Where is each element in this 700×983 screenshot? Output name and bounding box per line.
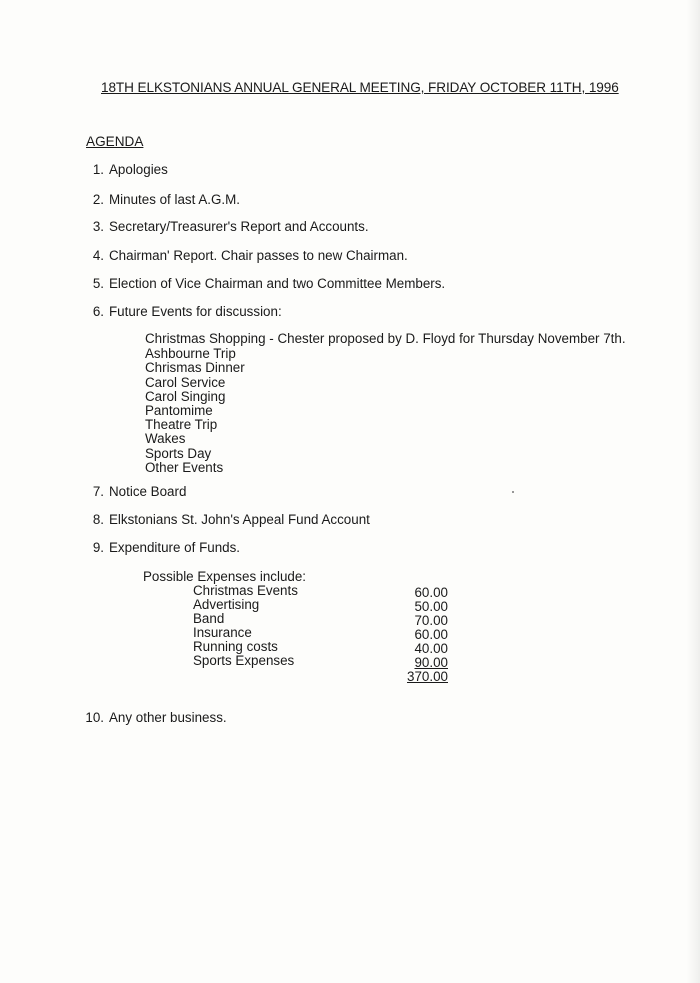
agenda-item-text: Election of Vice Chairman and two Committee Members. — [109, 276, 446, 291]
expenses-intro: Possible Expenses include: — [143, 569, 307, 584]
event-item: Sports Day — [145, 445, 212, 461]
agenda-item-text: Future Events for discussion: — [109, 304, 282, 319]
agenda-item-3 — [86, 219, 369, 234]
event-item: Pantomime — [145, 403, 213, 419]
expense-label: Christmas Events — [193, 583, 298, 598]
agenda-item-number: 1. — [92, 162, 104, 177]
agenda-heading: AGENDA — [86, 134, 144, 149]
agenda-item-5 — [86, 276, 445, 291]
agenda-item-text: Expenditure of Funds. — [109, 540, 241, 555]
expense-amount: 90.00 — [414, 655, 448, 670]
expense-label: Running costs — [193, 639, 278, 654]
agenda-item-text: Any other business. — [109, 710, 227, 725]
agenda-item-number: 9. — [92, 540, 104, 555]
agenda-item-6 — [86, 304, 282, 319]
agenda-item-8 — [86, 512, 370, 527]
expense-amount: 40.00 — [414, 641, 448, 656]
event-item: Theatre Trip — [145, 417, 218, 433]
document-title: 18TH ELKSTONIANS ANNUAL GENERAL MEETING, FRIDAY OCTOBER 11TH, 1996 — [101, 80, 619, 95]
agenda-item-7 — [86, 484, 186, 499]
agenda-item-number: 4. — [92, 248, 104, 263]
agenda-item-number: 7. — [92, 484, 104, 499]
event-item: Christmas Shopping - Chester proposed by D. Floyd for Thursday November 7th. — [145, 331, 626, 346]
agenda-item-text: Chairman' Report. Chair passes to new Chairman. — [109, 248, 408, 263]
agenda-item-2 — [86, 192, 240, 207]
expense-amount: 60.00 — [414, 627, 448, 642]
event-item: Other Events — [145, 459, 224, 475]
expense-amount: 60.00 — [414, 585, 448, 600]
event-item: Carol Singing — [145, 388, 226, 404]
future-events-list — [145, 332, 626, 475]
scan-speck — [512, 491, 514, 493]
event-item: Carol Service — [145, 374, 226, 390]
agenda-item-9 — [86, 540, 240, 555]
agenda-item-number: 2. — [92, 192, 104, 207]
expense-label: Sports Expenses — [193, 653, 295, 668]
agenda-item-text: Minutes of last A.G.M. — [109, 192, 240, 207]
agenda-item-1 — [86, 162, 168, 177]
expense-total: 370.00 — [407, 669, 448, 684]
agenda-item-number: 8. — [92, 512, 104, 527]
agenda-item-text: Notice Board — [109, 484, 187, 499]
page-edge-shadow — [686, 0, 700, 983]
agenda-item-4 — [86, 248, 408, 263]
agenda-item-number: 6. — [92, 304, 104, 319]
agenda-item-number: 3. — [92, 219, 104, 234]
agenda-item-number: 10. — [85, 710, 104, 725]
agenda-item-text: Secretary/Treasurer's Report and Accounts. — [109, 219, 369, 234]
event-item: Chrismas Dinner — [145, 360, 245, 376]
expense-label: Band — [193, 611, 225, 626]
expense-amount: 50.00 — [414, 599, 448, 614]
agenda-item-number: 5. — [92, 276, 104, 291]
event-item: Ashbourne Trip — [145, 346, 236, 362]
expense-amount: 70.00 — [414, 613, 448, 628]
event-item: Wakes — [145, 431, 186, 447]
expense-label: Advertising — [193, 597, 260, 612]
expense-label: Insurance — [193, 625, 252, 640]
agenda-item-10 — [79, 710, 227, 725]
agenda-item-text: Apologies — [109, 162, 168, 177]
agenda-item-text: Elkstonians St. John's Appeal Fund Account — [109, 512, 370, 527]
